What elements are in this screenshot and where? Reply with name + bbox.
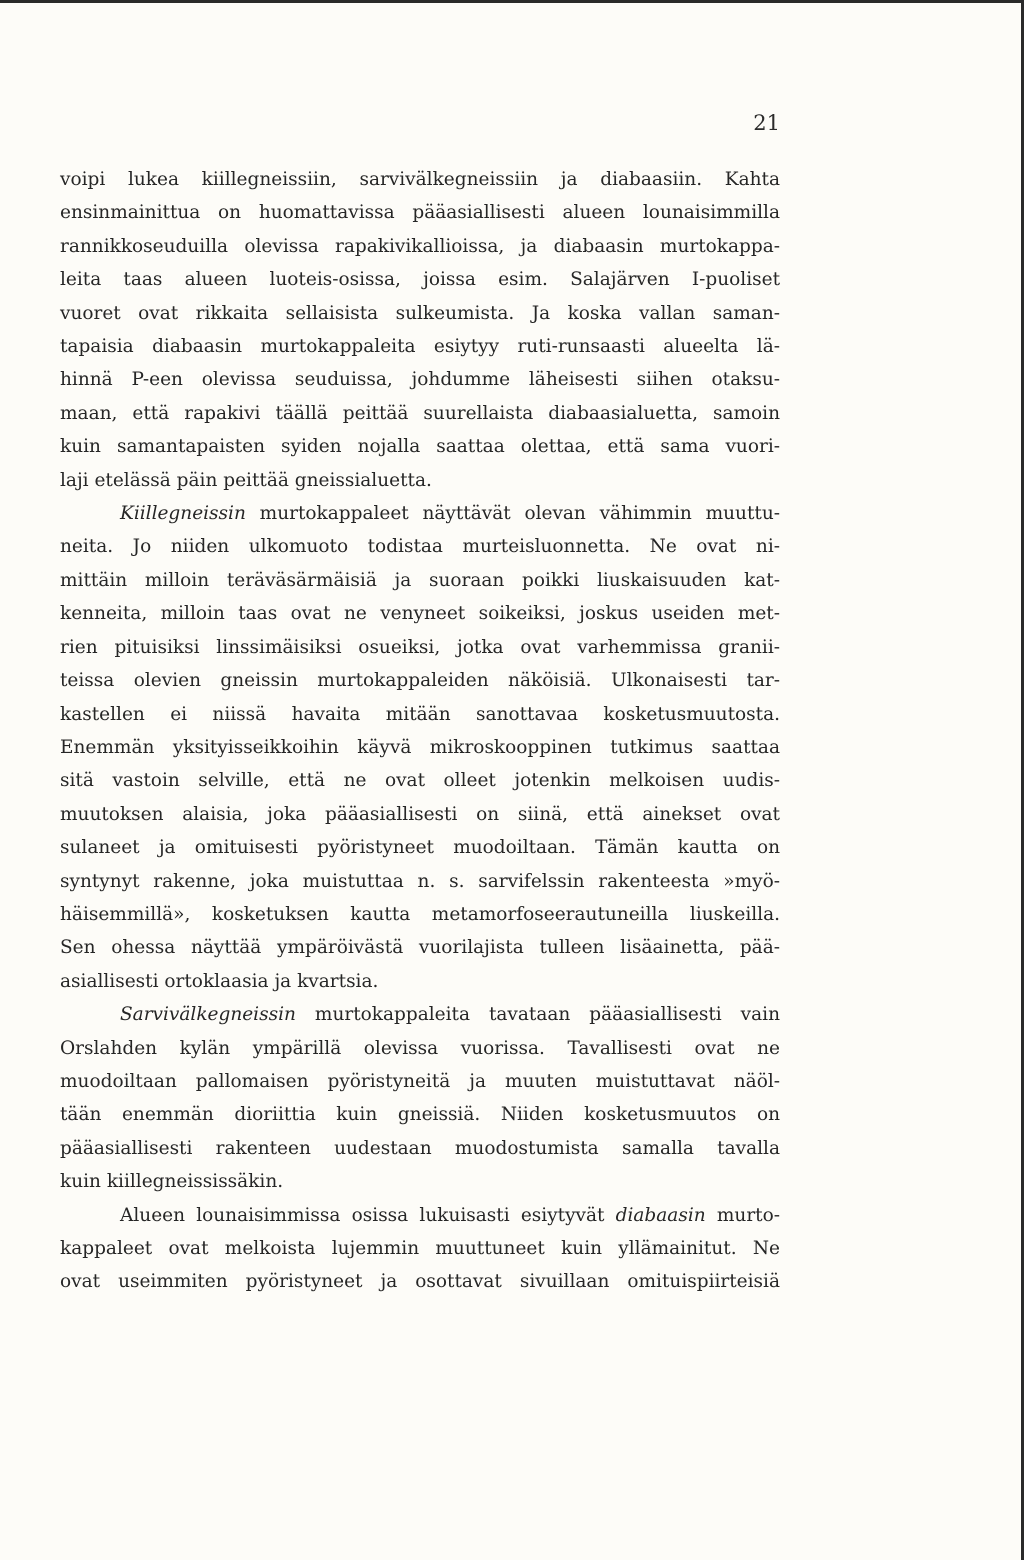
text-line: Orslahden kylän ympärillä olevissa vuorissa. Tavallisesti ovat ne [60,1037,780,1059]
text-run: murtokappaleet näyttävät olevan vähimmin muuttu- [245,503,780,525]
text-line: sulaneet ja omituisesti pyöristyneet muodoiltaan. Tämän kautta on [60,837,780,859]
text-line: kuin samantapaisten syiden nojalla saattaa olettaa, että sama vuori- [60,436,780,458]
text-run: murtokappaleita tavataan pääasiallisesti vain [295,1004,780,1026]
italic-term: diabaasin [615,1204,706,1226]
text-line [60,497,780,530]
text-line: mittäin milloin teräväsärmäisiä ja suoraan poikki liuskaisuuden kat- [60,569,780,591]
paragraph-4 [60,1199,780,1299]
italic-term: Kiillegneissin [120,503,246,525]
text-line: muodoiltaan pallomaisen pyöristyneitä ja muuten muistuttavat näöl- [60,1070,780,1092]
text-line: kastellen ei niissä havaita mitään sanottavaa kosketusmuutosta. [60,703,780,725]
text-line: kappaleet ovat melkoista lujemmin muuttuneet kuin yllämainitut. Ne [60,1238,780,1259]
text-line: syntynyt rakenne, joka muistuttaa n. s. sarvifelssin rakenteesta »myö- [60,870,780,892]
text-line: leita taas alueen luoteis-osissa, joissa esim. Salajärven I-puoliset [60,269,780,291]
text-line: maan, että rapakivi täällä peittää suurellaista diabaasialuetta, samoin [60,402,780,424]
paragraph-3 [60,998,780,1198]
text-line: vuoret ovat rikkaita sellaisista sulkeumista. Ja koska vallan saman- [60,302,780,324]
text-line: tään enemmän dioriittia kuin gneissiä. Niiden kosketusmuutos on [60,1104,780,1126]
text-line: tapaisia diabaasin murtokappaleita esiytyy ruti-runsaasti alueelta lä- [60,336,780,358]
text-line: häisemmillä», kosketuksen kautta metamorfoseerautuneilla liuskeilla. [60,903,780,925]
text-line: ovat useimmiten pyöristyneet ja osottavat sivuillaan omituispiirteisiä [60,1271,780,1293]
text-line: teissa olevien gneissin murtokappaleiden näköisiä. Ulkonaisesti tar- [60,670,780,692]
text-line: sitä vastoin selville, että ne ovat olleet jotenkin melkoisen uudis- [60,770,780,792]
text-line: rien pituisiksi linssimäisiksi osueiksi, jotka ovat varhemmissa granii- [60,636,780,658]
text-line: laji etelässä päin peittää gneissialuetta. [60,469,432,491]
paragraph-1 [60,163,780,497]
text-run: Alueen lounaisimmissa osissa lukuisasti esiytyvät [120,1204,616,1226]
text-line: kuin kiillegneississäkin. [60,1171,284,1193]
text-line: voipi lukea kiillegneissiin, sarvivälkegneissiin ja diabaasiin. Kahta [60,169,780,190]
text-line: ensinmainittua on huomattavissa pääasiallisesti alueen lounaisimmilla [60,202,780,224]
text-line: hinnä P-een olevissa seuduissa, johdumme läheisesti siihen otaksu- [60,369,780,391]
page-number: 21 [753,111,780,135]
text-line: muutoksen alaisia, joka pääasiallisesti on siinä, että ainekset ovat [60,803,780,825]
text-line: rannikkoseuduilla olevissa rapakivikallioissa, ja diabaasin murtokappa- [60,235,780,257]
text-line: pääasiallisesti rakenteen uudestaan muodostumista samalla tavalla [60,1137,780,1159]
text-line: neita. Jo niiden ulkomuoto todistaa murteisluonnetta. Ne ovat ni- [60,536,780,558]
text-line: Sen ohessa näyttää ympäröivästä vuorilajista tulleen lisäainetta, pää- [60,937,780,959]
text-line [60,998,780,1031]
text-line: Enemmän yksityisseikkoihin käyvä mikroskooppinen tutkimus saattaa [60,736,780,758]
paragraph-2 [60,497,780,998]
body-text [60,163,780,1299]
text-line: kenneita, milloin taas ovat ne venyneet soikeiksi, joskus useiden met- [60,603,780,625]
text-line: asiallisesti ortoklaasia ja kvartsia. [60,970,379,992]
text-run: murto- [705,1204,780,1226]
italic-term: Sarvivälkegneissin [120,1004,296,1026]
text-line [60,1199,780,1232]
